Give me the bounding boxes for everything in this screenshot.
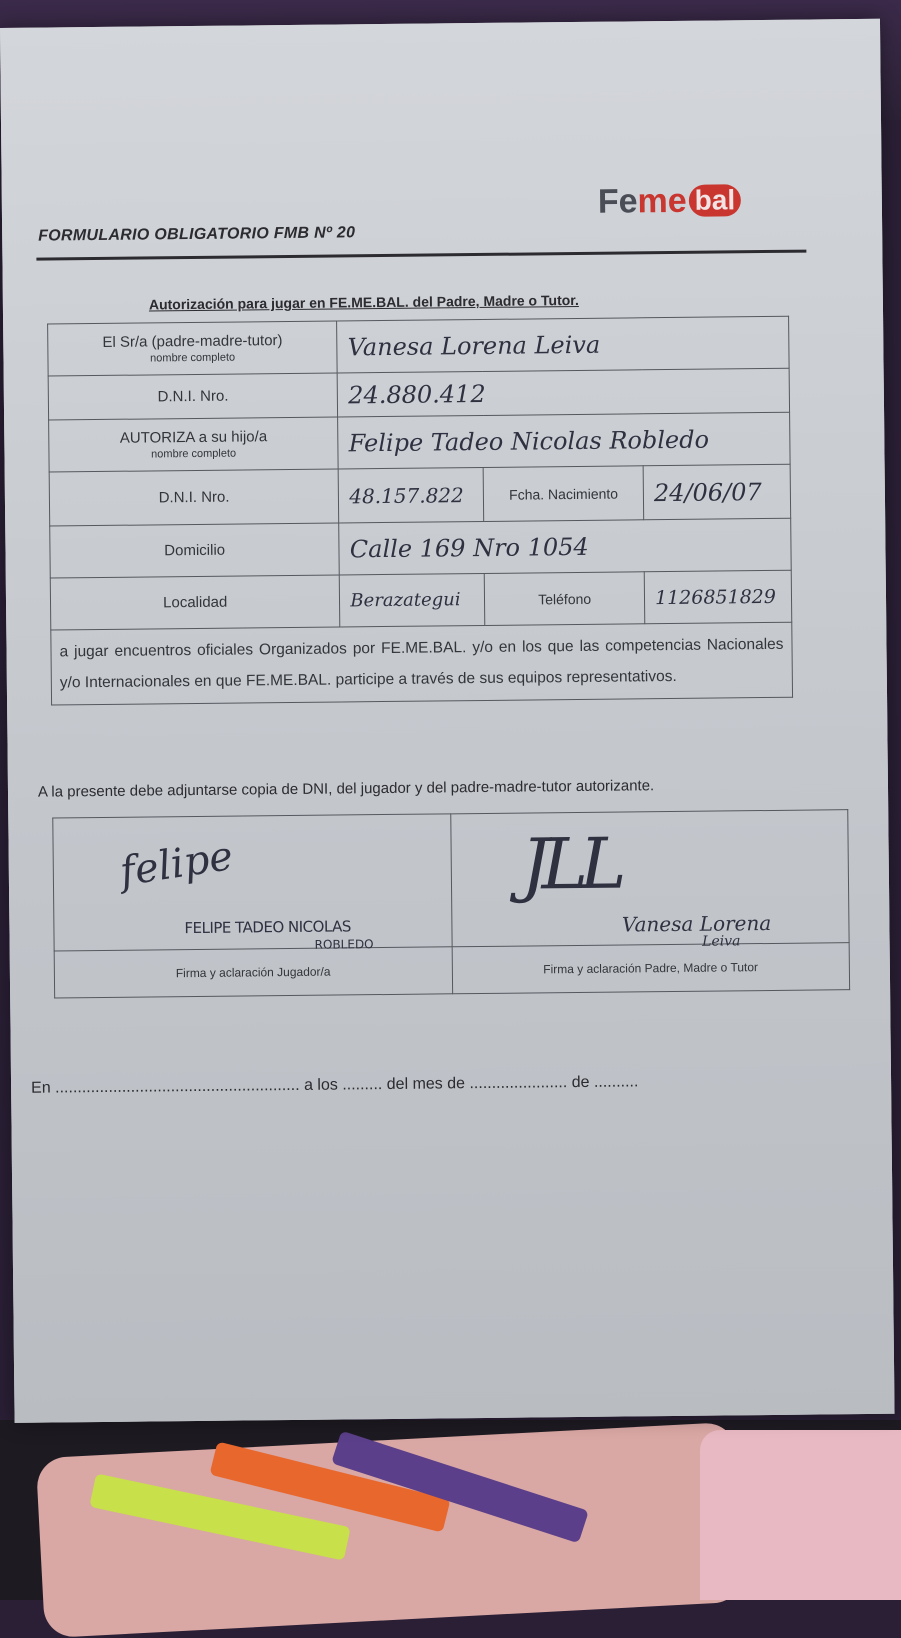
tutor-name-value[interactable]: Vanesa Lorena Leiva (337, 316, 789, 373)
tutor-dni-value[interactable]: 24.880.412 (337, 368, 789, 417)
parent-signature-box[interactable] (450, 810, 849, 950)
city-value[interactable]: Berazategui (340, 573, 485, 627)
city-label: Localidad (50, 575, 340, 630)
child-label-cell: AUTORIZA a su hijo/a nombre completo (49, 417, 339, 472)
city-row (50, 570, 792, 630)
player-signature-box[interactable] (53, 814, 452, 951)
child-name-value[interactable]: Felipe Tadeo Nicolas Robledo (338, 412, 790, 469)
phone-label: Teléfono (485, 572, 645, 626)
authorization-table (47, 316, 793, 706)
address-value[interactable]: Calle 169 Nro 1054 (339, 518, 791, 575)
birth-date-label: Fcha. Nacimiento (483, 466, 643, 522)
tutor-label-cell: El Sr/a (padre-madre-tutor) nombre completo (48, 321, 338, 376)
tutor-dni-label: D.N.I. Nro. (48, 373, 338, 420)
pink-object (700, 1430, 901, 1600)
child-dni-row (49, 464, 791, 526)
birth-date-value[interactable]: 24/06/07 (643, 464, 791, 520)
player-printed-surname: ROBLEDO (314, 937, 374, 952)
place-date-line[interactable]: En ....................................................... a los ......... del mes de ...................... de .......... (31, 1073, 639, 1097)
player-signature-caption: Firma y aclaración Jugador/a (54, 947, 452, 998)
child-dni-value[interactable]: 48.157.822 (338, 467, 483, 523)
parent-signature: JLL (520, 822, 619, 906)
parent-printed-name: Vanesa Lorena (621, 910, 772, 937)
address-row (50, 518, 792, 578)
form-paper (0, 19, 895, 1423)
attachment-note: A la presente debe adjuntarse copia de DNI, del jugador y del padre-madre-tutor autorizante. (37, 777, 655, 801)
paragraph-row (51, 622, 793, 705)
player-signature: felipe (116, 832, 236, 896)
child-dni-label: D.N.I. Nro. (49, 469, 339, 526)
address-label: Domicilio (50, 523, 340, 578)
child-name-row (49, 412, 791, 472)
title-divider (36, 250, 806, 261)
femebal-logo: Fe me bal (598, 180, 742, 221)
tutor-name-row (48, 316, 790, 376)
parent-signature-caption: Firma y aclaración Padre, Madre o Tutor (452, 943, 850, 994)
form-subtitle: Autorización para jugar en FE.ME.BAL. del Padre, Madre o Tutor. (148, 291, 579, 313)
tutor-dni-row (48, 368, 789, 420)
form-title: FORMULARIO OBLIGATORIO FMB Nº 20 (38, 224, 356, 245)
authorization-paragraph: a jugar encuentros oficiales Organizados por FE.ME.BAL. y/o en los que las competencias Nacionales y/o Internacionales en que FE.ME.BAL. participe a través de sus equipos representativos. (51, 622, 793, 705)
phone-value[interactable]: 1126851829 (644, 570, 792, 624)
player-printed-name: FELIPE TADEO NICOLAS (184, 917, 351, 938)
parent-printed-surname: Leiva (702, 933, 741, 950)
signature-table (52, 809, 850, 998)
